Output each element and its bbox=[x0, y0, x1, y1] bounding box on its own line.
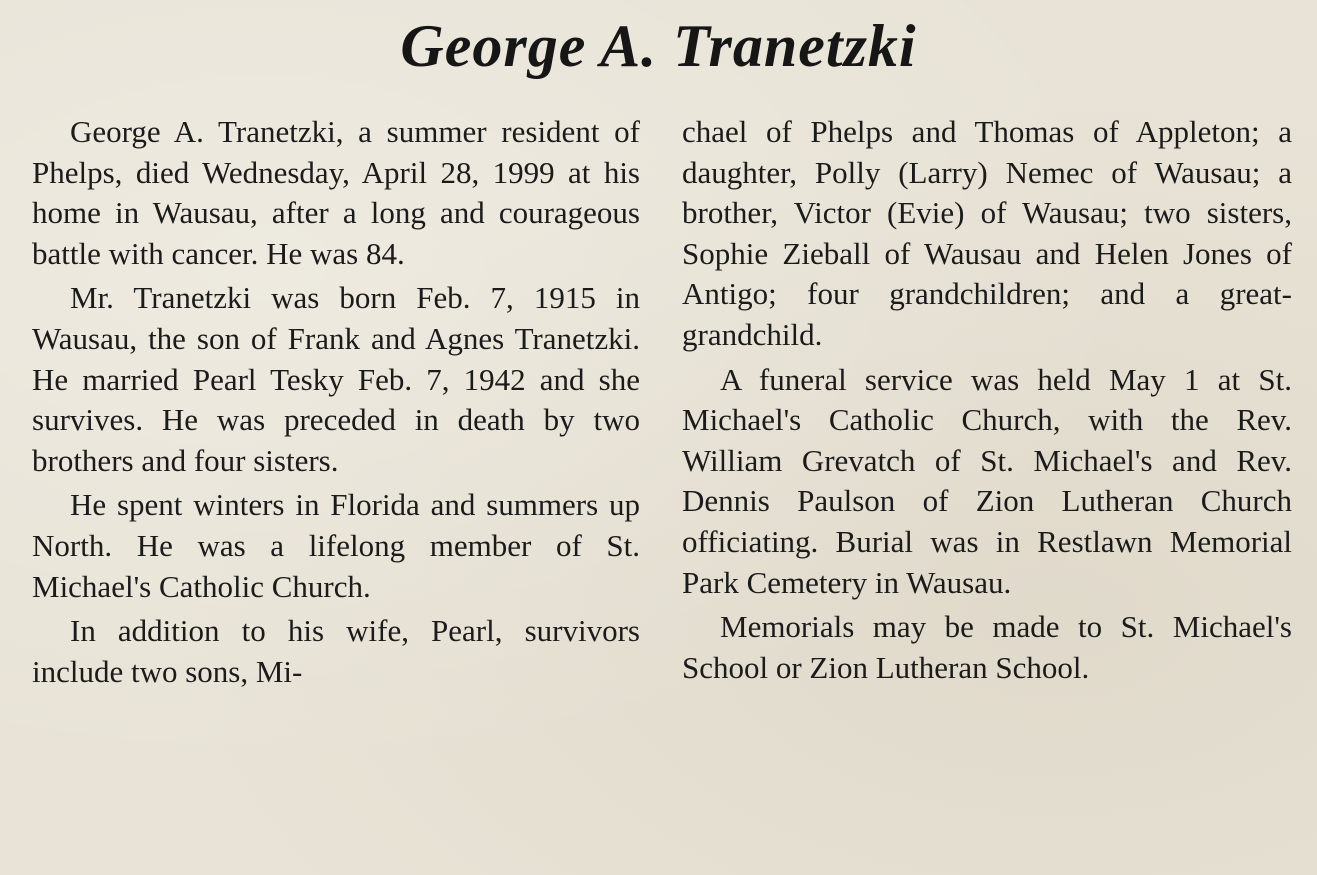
obituary-headline: George A. Tranetzki bbox=[400, 13, 917, 79]
paragraph-memorials: Memorials may be made to St. Michael's School or Zion Lutheran School. bbox=[682, 609, 1292, 685]
paragraph-intro: George A. Tranetzki, a summer resident of Phelps, died Wednesday, April 28, 1999 at his home in Wausau, after a long and courageous battle with cancer. He was 84. bbox=[32, 114, 640, 271]
paragraph-birth: Mr. Tranetzki was born Feb. 7, 1915 in Wausau, the son of Frank and Agnes Tranetzki. He married Pearl Tesky Feb. 7, 1942 and she survives. He was preceded in death by two brothers and four sisters. bbox=[32, 280, 640, 478]
paragraph-funeral: A funeral service was held May 1 at St. Michael's Catholic Church, with the Rev. William Grevatch of St. Michael's and Rev. Dennis Paulson of Zion Lutheran Church officiating. Burial was in Restlawn Memorial Park Cemetery in Wausau. bbox=[682, 361, 1292, 600]
paragraph-life: He spent winters in Florida and summers up North. He was a lifelong member of St. Michael's Catholic Church. bbox=[32, 487, 640, 604]
paragraph-survivors-continued: chael of Phelps and Thomas of Appleton; a daughter, Polly (Larry) Nemec of Wausau; a brother, Victor (Evie) of Wausau; two sisters, Sophie Zieball of Wausau and Helen Jones of Antigo; four grandchildren; and a great-grandchild. bbox=[682, 114, 1292, 352]
paragraph-survivors-start: In addition to his wife, Pearl, survivors include two sons, Mi- bbox=[32, 613, 640, 689]
left-column bbox=[32, 112, 640, 696]
right-column bbox=[682, 112, 1292, 692]
